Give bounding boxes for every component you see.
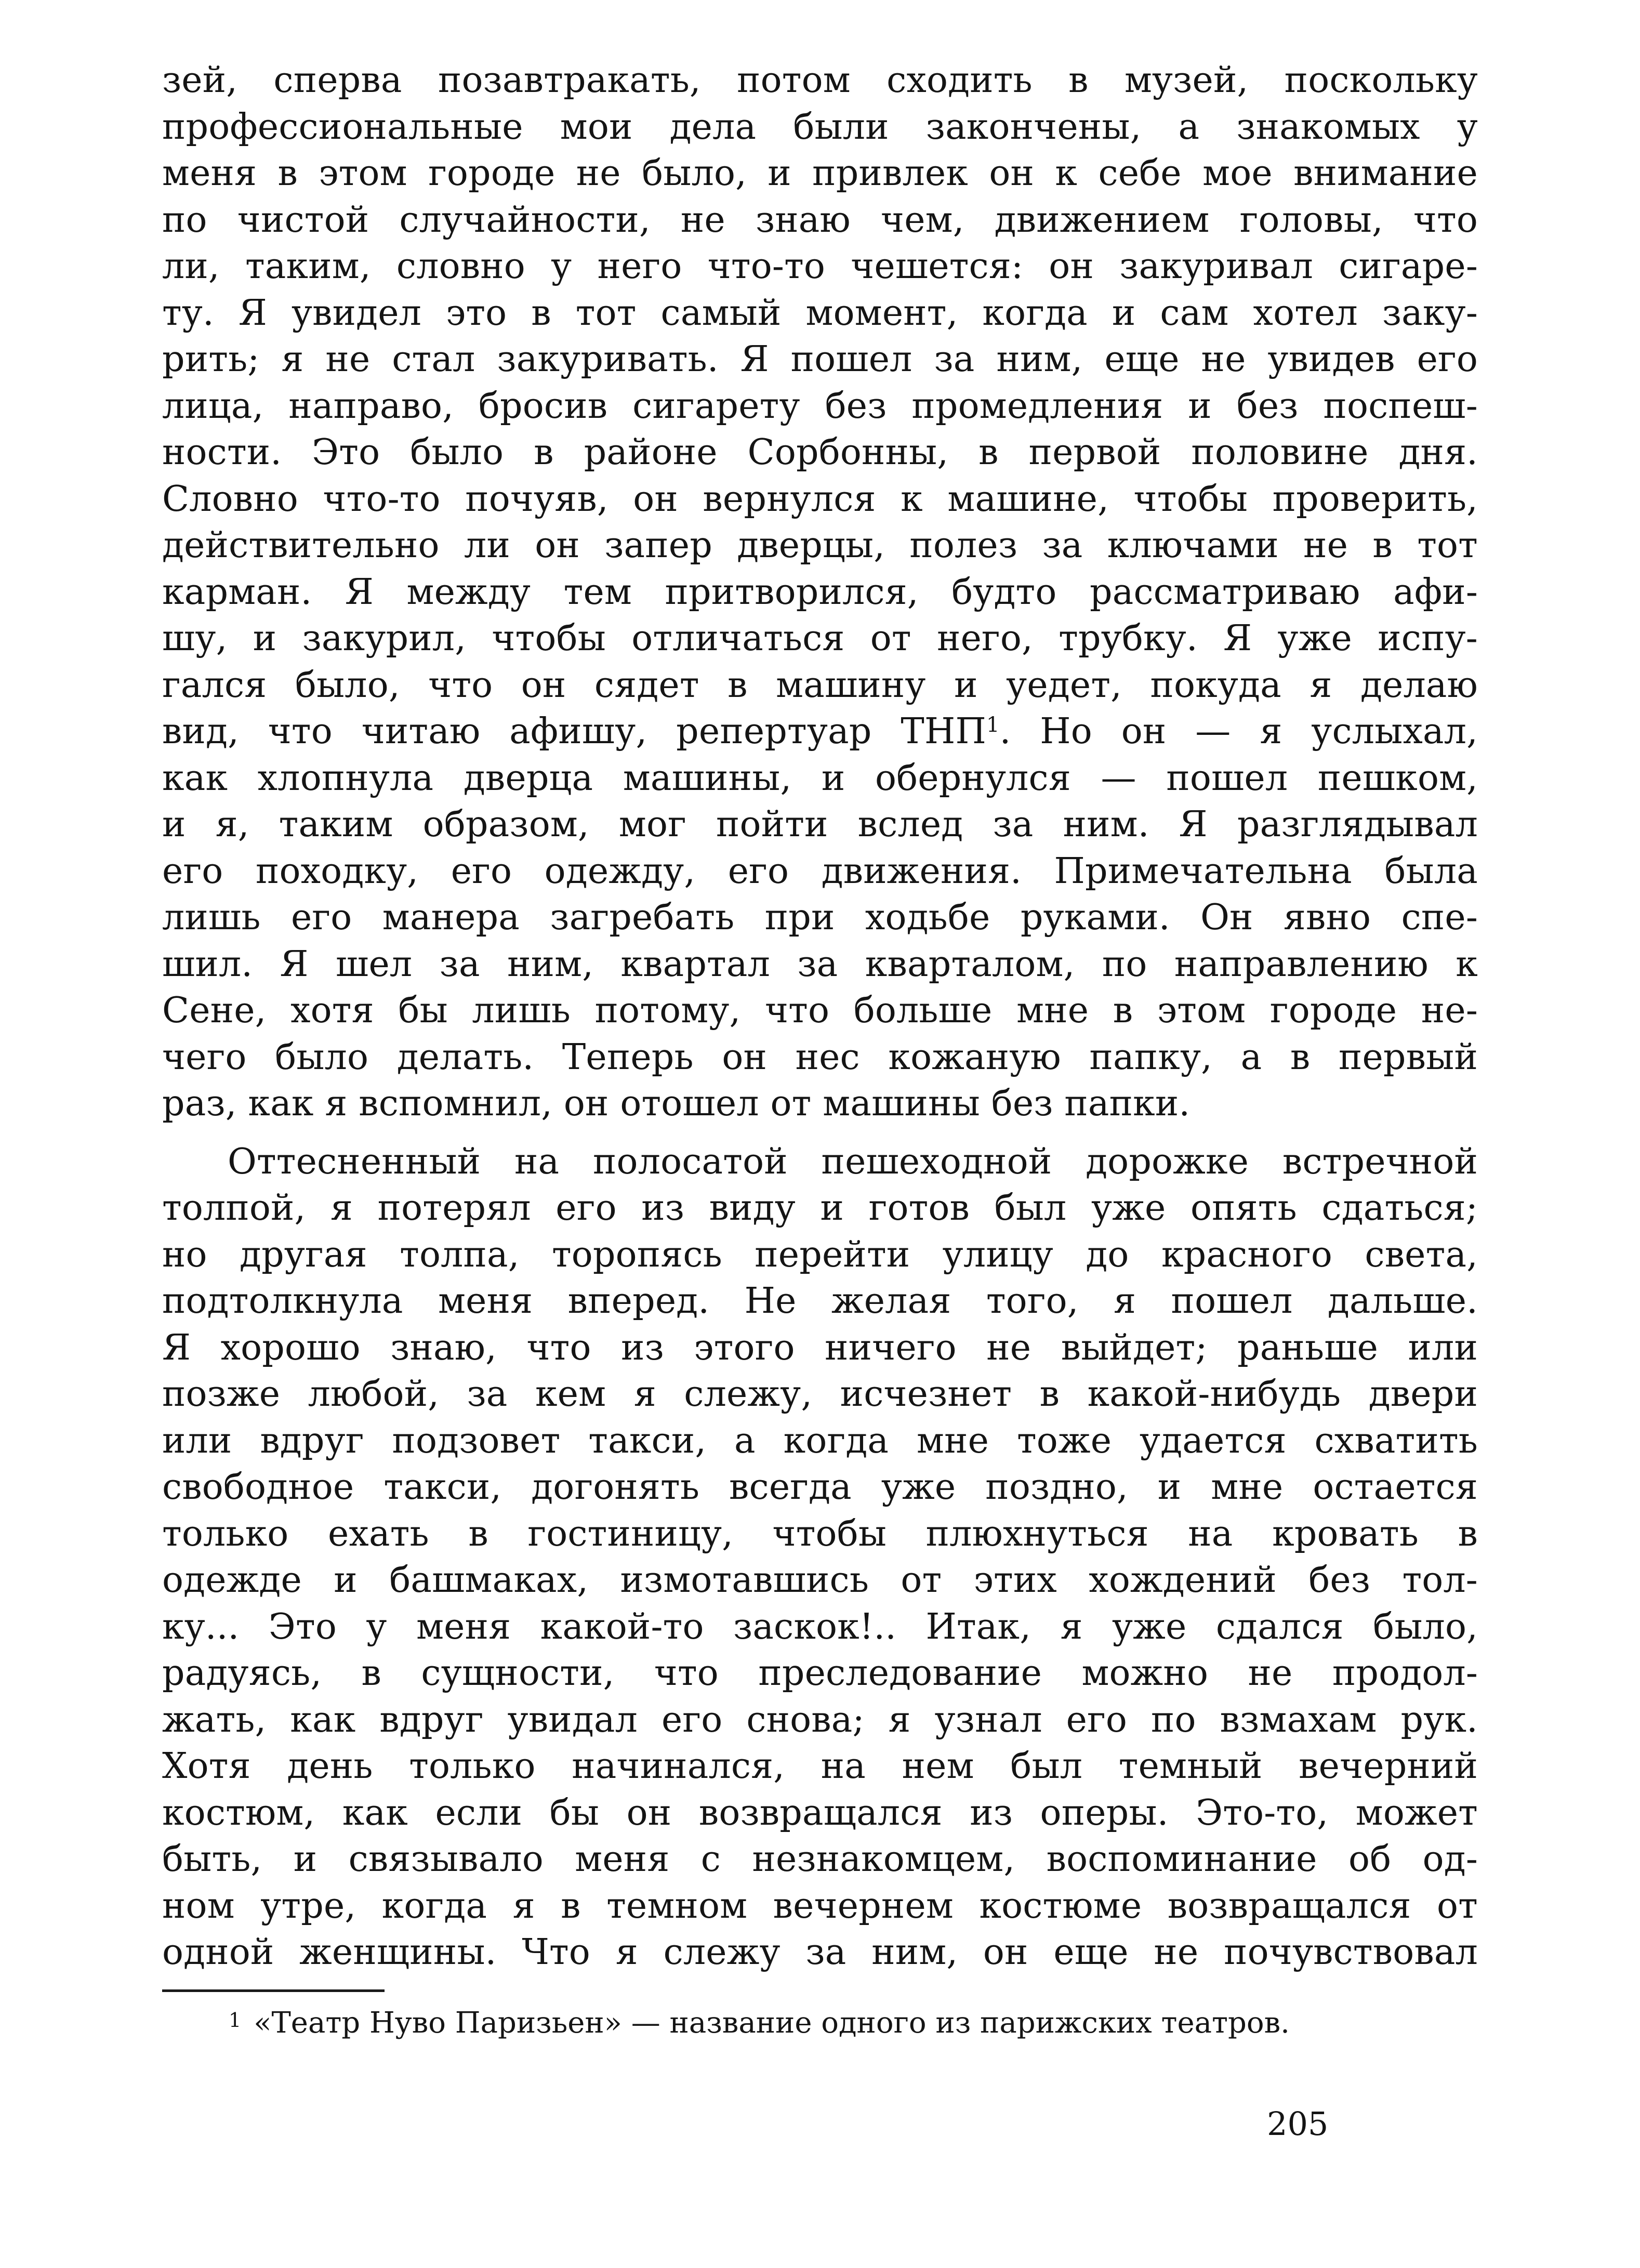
text-line: по чистой случайности, не знаю чем, движением головы, что xyxy=(162,199,1478,241)
text-line: и я, таким образом, мог пойти вслед за ним. Я разглядывал xyxy=(162,804,1478,845)
text-segment: . Но он — я услыхал, xyxy=(999,711,1478,752)
text-line: профессиональные мои дела были закончены, а знакомых у xyxy=(162,106,1478,148)
text-line: Хотя день только начинался, на нем был темный вечерний xyxy=(162,1746,1478,1787)
text-segment: вид, что читаю афишу, репертуар ТНП xyxy=(162,711,986,752)
text-line: зей, сперва позавтракать, потом сходить в музей, поскольку xyxy=(162,60,1478,101)
text-line: шил. Я шел за ним, квартал за кварталом, по направлению к xyxy=(162,943,1478,985)
text-line: только ехать в гостиницу, чтобы плюхнуться на кровать в xyxy=(162,1513,1478,1554)
text-line: лишь его манера загребать при ходьбе руками. Он явно спе- xyxy=(162,897,1478,938)
text-line: подтолкнула меня вперед. Не желая того, я пошел дальше. xyxy=(162,1281,1478,1322)
page-number: 205 xyxy=(1267,2105,1329,2143)
text-line: жать, как вдруг увидал его снова; я узнал его по взмахам рук. xyxy=(162,1699,1478,1740)
text-line-with-footnote-ref xyxy=(162,708,1478,755)
text-line: гался было, что он сядет в машину и уедет, покуда я делаю xyxy=(162,664,1478,706)
text-line: его походку, его одежду, его движения. Примечательна была xyxy=(162,850,1478,892)
footnote-divider xyxy=(162,1989,385,1992)
text-line: ли, таким, словно у него что-то чешется: он закуривал сигаре- xyxy=(162,246,1478,287)
footnote-text: «Театр Нуво Паризьен» — название одного из парижских театров. xyxy=(254,2006,1290,2040)
text-line: Оттесненный на полосатой пешеходной дорожке встречной xyxy=(228,1141,1478,1182)
footnote-marker: 1 xyxy=(229,2009,242,2032)
text-line: раз, как я вспомнил, он отошел от машины без папки. xyxy=(162,1083,1191,1124)
paragraph-2 xyxy=(162,1139,1478,1976)
text-line: ном утре, когда я в темном вечернем костюме возвращался от xyxy=(162,1885,1478,1927)
text-line: одной женщины. Что я слежу за ним, он еще не почувствовал xyxy=(162,1932,1478,1973)
text-line: меня в этом городе не было, и привлек он к себе мое внимание xyxy=(162,153,1478,194)
text-line: лица, направо, бросив сигарету без промедления и без поспеш- xyxy=(162,385,1478,427)
paragraph-1 xyxy=(162,57,1478,1127)
footnote-reference: 1 xyxy=(986,713,1000,737)
text-line: но другая толпа, торопясь перейти улицу до красного света, xyxy=(162,1234,1478,1275)
text-line: Я хорошо знаю, что из этого ничего не выйдет; раньше или xyxy=(162,1327,1478,1368)
text-line: действительно ли он запер дверцы, полез за ключами не в тот xyxy=(162,525,1478,566)
text-line: шу, и закурил, чтобы отличаться от него, трубку. Я уже испу- xyxy=(162,618,1478,659)
text-line: ности. Это было в районе Сорбонны, в первой половине дня. xyxy=(162,432,1478,473)
text-line: позже любой, за кем я слежу, исчезнет в какой-нибудь двери xyxy=(162,1374,1478,1415)
text-line: Словно что-то почуяв, он вернулся к машине, чтобы проверить, xyxy=(162,478,1478,520)
text-line: одежде и башмаках, измотавшись от этих хождений без тол- xyxy=(162,1560,1478,1601)
text-line: рить; я не стал закуривать. Я пошел за ним, еще не увидев его xyxy=(162,339,1478,380)
text-line: толпой, я потерял его из виду и готов был уже опять сдаться; xyxy=(162,1188,1478,1229)
text-line: или вдруг подзовет такси, а когда мне тоже удается схватить xyxy=(162,1420,1478,1461)
page-body xyxy=(162,57,1478,1976)
text-line: ту. Я увидел это в тот самый момент, когда и сам хотел заку- xyxy=(162,292,1478,334)
text-line: свободное такси, догонять всегда уже поздно, и мне остается xyxy=(162,1467,1478,1508)
footnote xyxy=(229,2005,1481,2041)
text-line: костюм, как если бы он возвращался из оперы. Это-то, может xyxy=(162,1792,1478,1834)
text-line: радуясь, в сущности, что преследование можно не продол- xyxy=(162,1653,1478,1694)
text-line: ку... Это у меня какой-то заскок!.. Итак, я уже сдался было, xyxy=(162,1606,1478,1647)
text-line: быть, и связывало меня с незнакомцем, воспоминание об од- xyxy=(162,1839,1478,1880)
text-line: как хлопнула дверца машины, и обернулся — пошел пешком, xyxy=(162,757,1478,799)
text-line: Сене, хотя бы лишь потому, что больше мне в этом городе не- xyxy=(162,990,1478,1031)
text-line: карман. Я между тем притворился, будто рассматриваю афи- xyxy=(162,571,1478,613)
text-line: чего было делать. Теперь он нес кожаную папку, а в первый xyxy=(162,1036,1478,1078)
paragraph-spacer xyxy=(162,1127,1478,1139)
